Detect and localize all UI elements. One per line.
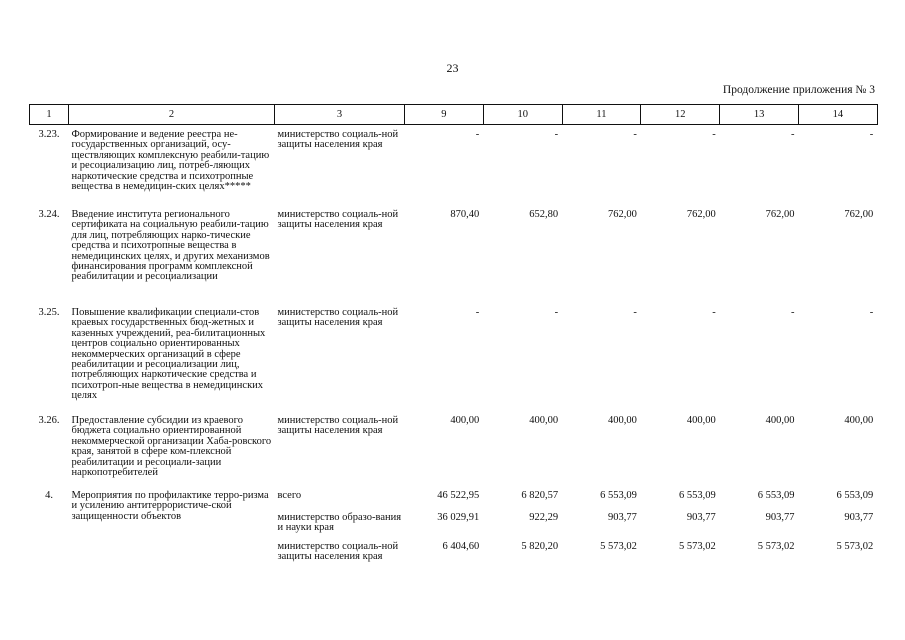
table-header-row: [30, 105, 878, 125]
value-cell: 46 522,95: [437, 490, 480, 501]
column-header: 14: [798, 105, 877, 125]
executor: всего: [277, 490, 302, 501]
value-cell: 5 573,02: [836, 541, 874, 552]
column-header: 12: [641, 105, 720, 125]
value-cell: 922,29: [529, 512, 559, 523]
row-number: 3.23.: [38, 129, 60, 140]
measure-name: Предоставление субсидии из краевого бюджета социально ориентированной некоммерческой организации Хаба-ровского края, занятой в сфере ком-плексной реабилитации и ресоциали-зации наркопотребителей: [71, 415, 272, 479]
value-cell: -: [790, 307, 795, 318]
value-cell: 870,40: [450, 209, 480, 220]
value-cell: -: [712, 129, 716, 140]
table-row: [30, 491, 878, 513]
value-cell: 6 553,09: [757, 490, 795, 501]
value-cell: 762,00: [686, 209, 716, 220]
column-header: 2: [69, 105, 275, 125]
value-cell: 5 573,02: [600, 541, 637, 552]
value-cell: 6 820,57: [521, 490, 559, 501]
page-number: 23: [446, 61, 459, 75]
value-cell: 400,00: [450, 415, 480, 426]
value-cell: -: [475, 307, 480, 318]
column-header: 1: [30, 105, 69, 125]
table-row: [30, 308, 878, 416]
value-cell: 400,00: [608, 415, 637, 426]
table-row: [30, 416, 878, 491]
value-cell: 762,00: [608, 209, 637, 220]
value-cell: -: [869, 307, 874, 318]
value-cell: 762,00: [844, 209, 874, 220]
value-cell: -: [790, 129, 795, 140]
value-cell: -: [869, 129, 874, 140]
column-header: 10: [483, 105, 562, 125]
value-cell: 652,80: [529, 209, 559, 220]
value-cell: -: [554, 129, 559, 140]
executor: министерство социаль-ной защиты населения края: [277, 209, 399, 231]
value-cell: -: [712, 307, 716, 318]
table-row: [30, 125, 878, 211]
row-number: 4.: [45, 490, 53, 501]
value-cell: 6 404,60: [442, 541, 480, 552]
continuation-label: Продолжение приложения № 3: [722, 84, 875, 96]
table-row: [30, 210, 878, 308]
value-cell: -: [554, 307, 559, 318]
column-header: 13: [720, 105, 799, 125]
program-table: [29, 104, 878, 577]
value-cell: 903,77: [844, 512, 874, 523]
executor: министерство социаль-ной защиты населения края: [277, 307, 399, 329]
value-cell: 36 029,91: [437, 512, 480, 523]
value-cell: 6 553,09: [836, 490, 874, 501]
measure-name: Повышение квалификации специали-стов краевых государственных бюд-жетных и казенных учреждений, реа-билитационных центров социально ориентированных некоммерческих организаций в сфере реабилитации и ресоциализации лиц, потребляющих наркотические средства и психотроп-ные вещества в немедицинских целях: [71, 307, 266, 402]
executor: министерство социаль-ной защиты населения края: [277, 415, 399, 437]
value-cell: 762,00: [765, 209, 795, 220]
measure-name: Мероприятия по профилактике терро-ризма и усилению антитеррористиче-ской защищенности объектов: [71, 490, 269, 522]
measure-name: Формирование и ведение реестра не-государственных организаций, осу-ществляющих комплексную реабили-тацию и ресоциализацию лиц, потреб-ляющих наркотические средства и психотропные вещества в немедицин-ских целях*****: [71, 129, 270, 193]
value-cell: 903,77: [608, 512, 637, 523]
measure-name: Введение института регионального сертификата на социальную реабили-тацию для лиц, потребляющих нарко-тические средства и психотропные вещества в немедицинских целях, и других механизмов финансирования программ комплексной реабилитации и ресоциализации: [71, 209, 270, 283]
value-cell: 400,00: [844, 415, 874, 426]
value-cell: 400,00: [529, 415, 559, 426]
value-cell: 903,77: [765, 512, 795, 523]
value-cell: -: [475, 129, 480, 140]
value-cell: 6 553,09: [678, 490, 716, 501]
value-cell: -: [633, 307, 637, 318]
row-number: 3.26.: [38, 415, 60, 426]
value-cell: 5 573,02: [678, 541, 716, 552]
row-number: 3.24.: [38, 209, 60, 220]
executor: министерство образо-вания и науки края: [277, 512, 402, 534]
value-cell: -: [633, 129, 637, 140]
column-header: 11: [562, 105, 641, 125]
value-cell: 5 573,02: [757, 541, 795, 552]
executor: министерство социаль-ной защиты населения края: [277, 129, 399, 151]
value-cell: 6 553,09: [600, 490, 637, 501]
value-cell: 903,77: [686, 512, 716, 523]
value-cell: 400,00: [686, 415, 716, 426]
value-cell: 5 820,20: [521, 541, 559, 552]
value-cell: 400,00: [765, 415, 795, 426]
column-header: 3: [275, 105, 405, 125]
executor: министерство социаль-ной защиты населения края: [277, 541, 399, 563]
row-number: 3.25.: [38, 307, 60, 318]
column-header: 9: [405, 105, 484, 125]
